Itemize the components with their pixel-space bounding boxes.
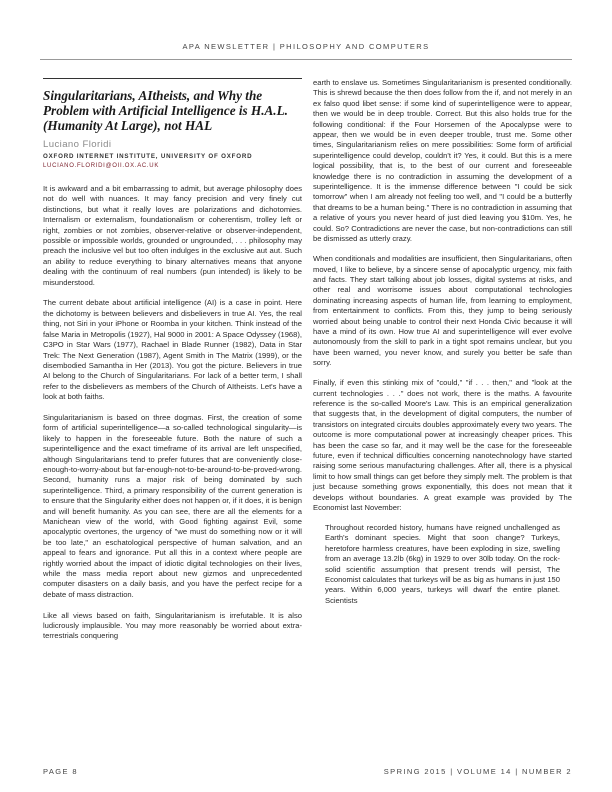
header-divider [40,59,572,60]
body-paragraph: Finally, if even this stinking mix of "could," "if . . . then," and "look at the current technologies . . ." does not work, there is the maths. A favourite reference is the so-called Moore's Law. This is an empirical generalization that suggests that, in the development of digital computers, the number of transistors on integrated circuits doubles approximately every two years. The outcome is more computational power at increasingly cheaper prices. This has been the case so far, and it may well be the case for the foreseeable future, even if technical difficulties concerning nanotechnology have started raising some serious manufacturing challenges. After all, there is a physical limit to how small things can get before they simply melt. The problem is that just because something grows exponentially, this does not mean that it develops without boundaries. A great example was provided by The Economist last November: [313,378,572,513]
right-column [313,78,572,606]
body-paragraph: The current debate about artificial intelligence (AI) is a case in point. Here the dichotomy is between believers and disbelievers in true AI. Yes, the real thing, not Siri in your iPhone or Roomba in your kitchen. Think instead of the false Maria in Metropolis (1927), Hal 9000 in 2001: A Space Odyssey (1968), C3PO in Star Wars (1977), Rachael in Blade Runner (1982), Data in Star Trek: The Next Generation (1987), Agent Smith in The Matrix (1999), or the disembodied Samantha in Her (2013). You got the picture. Believers in true AI belong to the Church of Singularitarians. For lack of a better term, I shall refer to the disbelievers as members of the Church of AItheists. Let's have a look at both faiths. [43,298,302,402]
running-header: APA NEWSLETTER | PHILOSOPHY AND COMPUTERS [182,42,430,51]
title-divider [43,78,302,79]
left-column [43,78,302,652]
page-number: PAGE 8 [43,767,78,776]
author-email[interactable]: LUCIANO.FLORIDI@OII.OX.AC.UK [43,162,160,169]
body-paragraph: When conditionals and modalities are insufficient, then Singularitarians, often moved, I like to believe, by a sincere sense of apocalyptic urgency, mix faith and facts. They start talking about job losses, digital systems at risks, and other real and worrisome issues about computational technologies dominating increasing aspects of human life, from learning to employment, from entertainment to conflicts. From this, they jump to being seriously worried about being unable to control their next Honda Civic because it will have a mind of its own. How true AI and superintelligence will ever evolve autonomously from the skill to park in a tight spot remains unclear, but you have been warned, you never know, and surely you better be safe than sorry. [313,254,572,368]
body-paragraph: Singularitarianism is based on three dogmas. First, the creation of some form of artificial superintelligence—a so-called technological singularity—is likely to happen in the foreseeable future. Both the nature of such a superintelligence and the exact timeframe of its arrival are left unspecified, although Singularitarians tend to prefer futures that are conveniently close-enough-to-worry-about but far-enough-not-to-be-around-to-be-proved-wrong. Second, humanity runs a major risk of being dominated by such superintelligence. Third, a primary responsibility of the current generation is to ensure that the Singularity either does not happen or, if it does, it is benign and will benefit humanity. As you can see, there are all the elements for a Manichean view of the world, with Good fighting against Evil, some apocalyptic overtones, the urgency of "we must do something now or it will be too late," an eschatological perspective of human salvation, and an appeal to fears and ignorance. Put all this in a context where people are rightly worried about the impact of idiotic digital technologies on their lives, while the mass media report about new gizmos and unprecedented computer disasters on a daily basis, and you have the perfect recipe for a debate of mass distraction. [43,412,302,599]
author-name: Luciano Floridi [43,138,112,150]
body-paragraph: Like all views based on faith, Singularitarianism is irrefutable. It is also ludicrously implausible. You may more reasonably be worried about extra-terrestrials conquering [43,610,302,641]
body-paragraph: earth to enslave us. Sometimes Singularitarianism is presented conditionally. This is shrewd because the then does follow from the if, and not merely in an ex falso quod libet sense: if some kind of superintelligence were to appear, then we would be in deep trouble. Correct. But this also holds true for the following conditional: if the Four Horsemen of the Apocalypse were to appear, then we would be in even deeper trouble, trust me. Some other times, Singularitarianism relies on mere possibilities: Some form of artificial superintelligence could develop, couldn't it? Yes, it could. But this is a mere logical possibility, that is, to the best of our current and foreseeable knowledge there is no contradiction in assuming the development of a superintelligence. It is the immense difference between "I could be sick tomorrow" when I am already not feeling too well, and "I could be a butterfly that dreams to be a human being." There is no contradiction in assuming that a relative of yours you never heard of just died leaving you $10m. Yes, he could. So? Contradictions are never the case, but non-contradictions can still be dismissed as utterly crazy. [313,78,572,244]
issue-info: SPRING 2015 | VOLUME 14 | NUMBER 2 [383,767,572,776]
block-quote: Throughout recorded history, humans have reigned unchallenged as Earth's dominant species. Might that soon change? Turkeys, heretofore harmless creatures, have been exploding in size, swelling from an average 13.2lb (6kg) in 1929 to over 30lb today. On the rock-solid scientific assumption that present trends will persist, The Economist calculates that turkeys will be as big as humans in just 150 years. Within 6,000 years, turkeys will dwarf the entire planet. Scientists [325,523,560,605]
article-title: Singularitarians, AItheists, and Why the Problem with Artificial Intelligence is H.A.L. (Humanity At Large), not HAL [43,88,288,134]
author-affiliation: OXFORD INTERNET INSTITUTE, UNIVERSITY OF OXFORD [43,153,253,161]
body-paragraph: It is awkward and a bit embarrassing to admit, but average philosophy does not do well with nuances. It may fancy precision and very finely cut distinctions, but what it really loves are polarizations and dichotomies. Internalism or externalism, foundationalism or coherentism, trolley left or right, zombies or not zombies, observer-relative or observer-independent, possible or impossible worlds, grounded or ungrounded, . . . philosophy may preach the inclusive vel but too often indulges in the exclusive aut aut. Such an ability to reduce everything to binary alternatives means that anyone dealing with the continuum of real numbers (pun intended) is likely to be misunderstood. [43,184,302,287]
